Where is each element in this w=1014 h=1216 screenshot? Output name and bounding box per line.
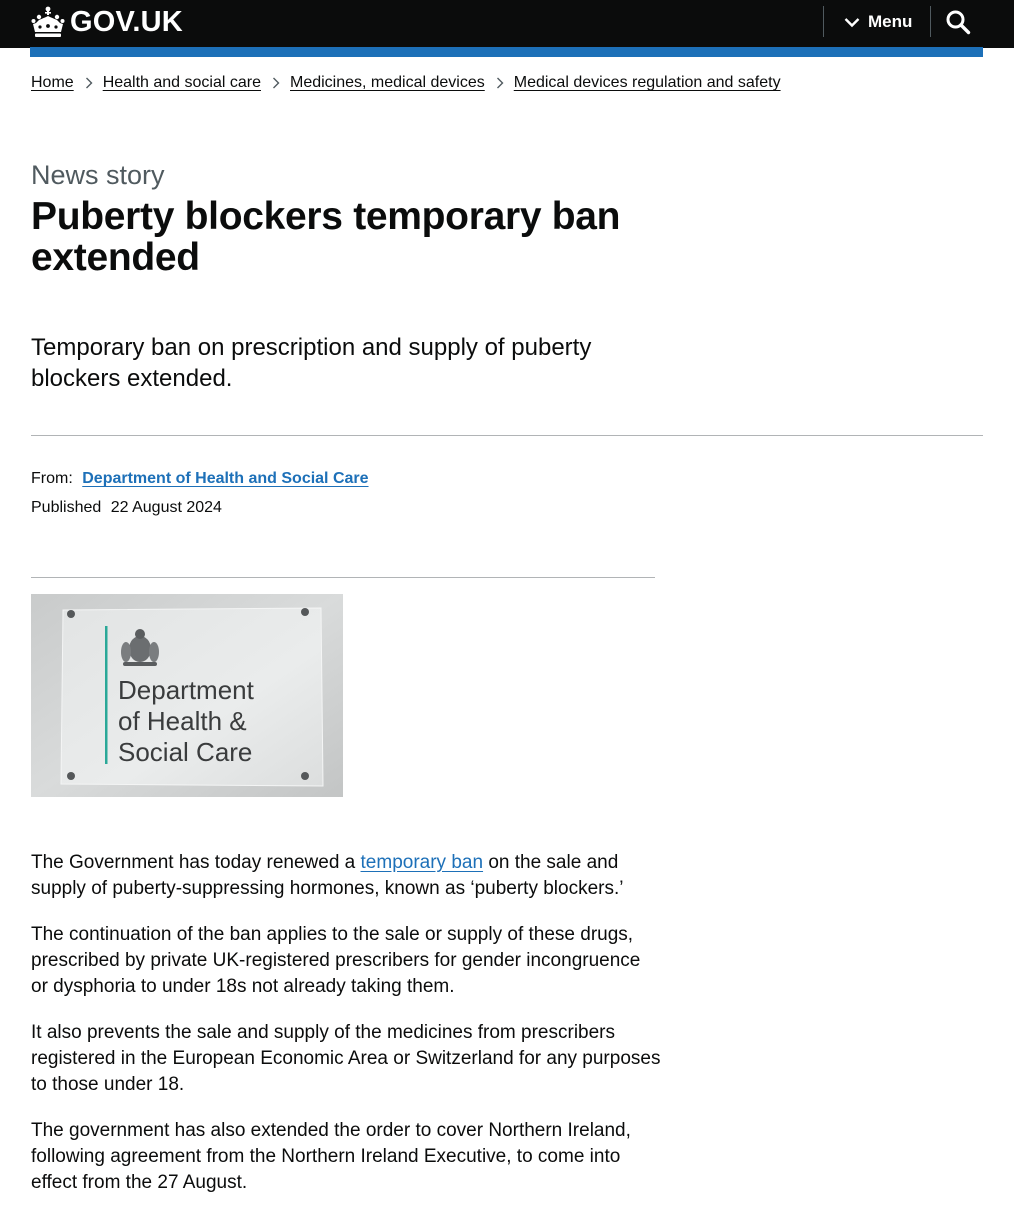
breadcrumb-medicines[interactable]: Medicines, medical devices	[290, 74, 485, 91]
chevron-right-icon	[495, 76, 505, 90]
published-label: Published	[31, 499, 102, 516]
menu-button[interactable]	[844, 10, 912, 34]
body-text: on the sale and supply of puberty-suppressing hormones, known as ‘puberty blockers.’	[31, 852, 624, 899]
published-row	[31, 499, 222, 517]
body-paragraph-1	[31, 850, 661, 902]
sign-line-1: Department	[118, 675, 254, 705]
body-text: The Government has today renewed a	[31, 852, 361, 873]
chevron-right-icon	[84, 76, 94, 90]
from-org-link[interactable]: Department of Health and Social Care	[82, 470, 369, 487]
header-divider	[823, 6, 824, 37]
from-row	[31, 470, 369, 488]
from-label: From:	[31, 470, 73, 487]
breadcrumb-medical-devices[interactable]: Medical devices regulation and safety	[513, 74, 781, 91]
chevron-down-icon	[844, 17, 860, 28]
menu-label: Menu	[868, 12, 913, 31]
published-date: 22 August 2024	[110, 499, 222, 516]
section-divider	[31, 577, 655, 578]
header-divider	[930, 6, 931, 37]
page-title: Puberty blockers temporary ban extended	[31, 195, 621, 279]
breadcrumb-home[interactable]: Home	[31, 74, 74, 91]
breadcrumb	[31, 74, 781, 92]
sign-line-3: Social Care	[118, 737, 253, 767]
body-paragraph-2: The continuation of the ban applies to the sale or supply of these drugs, prescribed by private UK-registered prescribers for gender incongruence or dysphoria to under 18s not already taking them.	[31, 924, 641, 997]
govuk-logo-text: GOV.UK	[70, 5, 183, 38]
page-caption: News story	[31, 160, 165, 190]
crown-icon	[30, 5, 66, 39]
article-body	[31, 850, 661, 1216]
header-accent-bar	[30, 47, 983, 57]
body-paragraph-3: It also prevents the sale and supply of the medicines from prescribers registered in the European Economic Area or Switzerland for any purposes to those under 18.	[31, 1022, 661, 1095]
breadcrumb-health-social-care[interactable]: Health and social care	[102, 74, 261, 91]
site-header	[0, 0, 1014, 48]
page-lede: Temporary ban on prescription and supply of puberty blockers extended.	[31, 334, 592, 392]
sign-line-2: of Health &	[118, 706, 247, 736]
govuk-logo-link[interactable]	[30, 4, 183, 40]
dhsc-sign-image	[31, 594, 343, 797]
chevron-right-icon	[271, 76, 281, 90]
search-icon[interactable]	[945, 9, 971, 35]
section-divider	[31, 435, 983, 436]
body-paragraph-4: The government has also extended the order to cover Northern Ireland, following agreement from the Northern Ireland Executive, to come into effect from the 27 August.	[31, 1120, 631, 1193]
temporary-ban-link[interactable]: temporary ban	[360, 852, 484, 873]
